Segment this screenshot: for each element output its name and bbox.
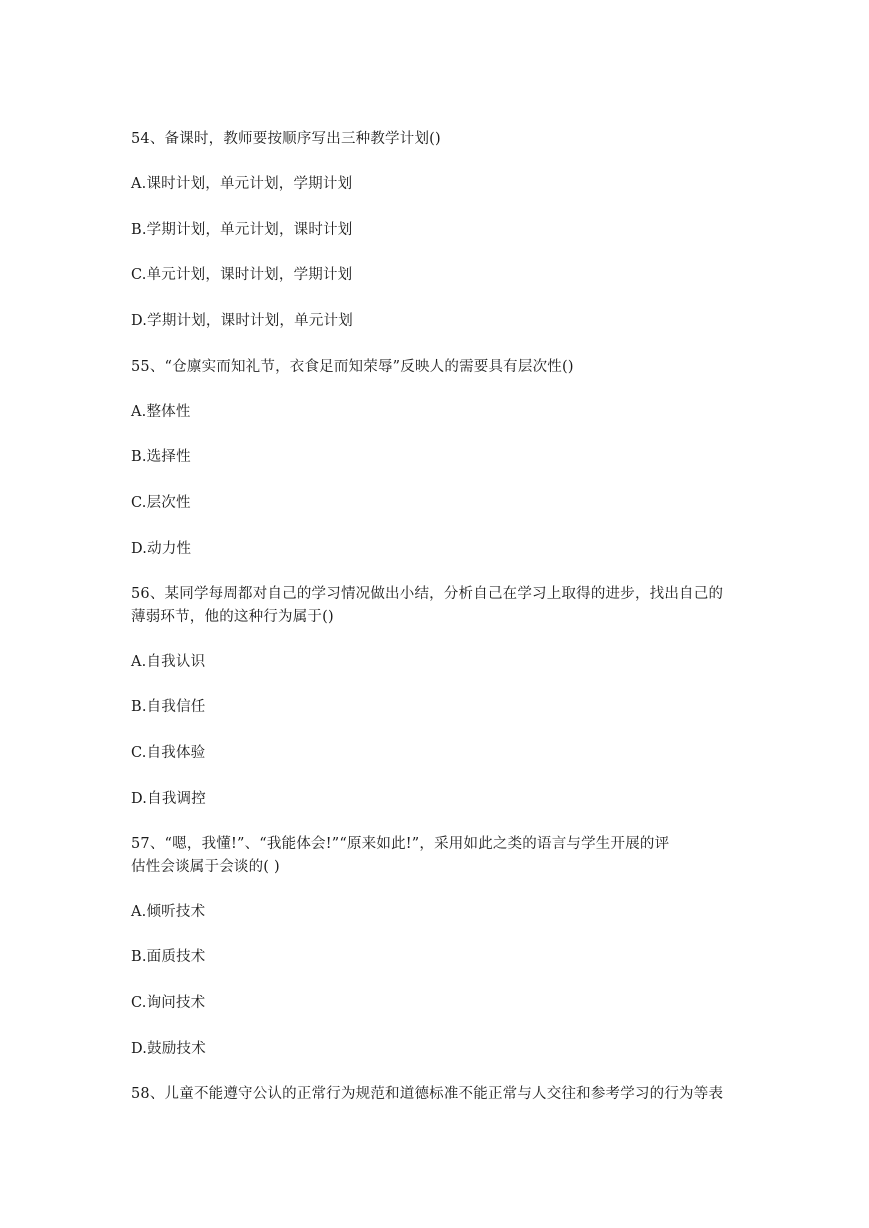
question-57-stem-line-1: 57、“嗯，我懂!”、“我能体会!”“原来如此!”，采用如此之类的语言与学生开展的评 (131, 836, 670, 852)
question-57-option-d: D.鼓励技术 (131, 1041, 206, 1057)
question-57-option-b: B.面质技术 (131, 949, 206, 965)
question-56-stem-line-2: 薄弱环节，他的这种行为属于() (131, 609, 334, 625)
question-57-option-a: A.倾听技术 (131, 904, 206, 920)
question-54-stem: 54、备课时，教师要按顺序写出三种教学计划() (131, 131, 441, 147)
question-54-option-c: C.单元计划，课时计划，学期计划 (131, 267, 353, 283)
question-55-stem: 55、“仓廪实而知礼节，衣食足而知荣辱”反映人的需要具有层次性() (131, 359, 574, 375)
question-57-option-c: C.询问技术 (131, 995, 206, 1011)
question-58-stem: 58、儿童不能遵守公认的正常行为规范和道德标准不能正常与人交往和参考学习的行为等表 (131, 1086, 724, 1102)
question-54-option-b: B.学期计划，单元计划，课时计划 (131, 222, 353, 238)
question-55-option-b: B.选择性 (131, 449, 191, 465)
question-55-option-a: A.整体性 (131, 404, 191, 420)
question-56-stem-line-1: 56、某同学每周都对自己的学习情况做出小结，分析自己在学习上取得的进步，找出自己的 (131, 586, 724, 602)
question-54-option-d: D.学期计划，课时计划，单元计划 (131, 313, 353, 329)
question-56-option-b: B.自我信任 (131, 699, 206, 715)
question-54-option-a: A.课时计划，单元计划，学期计划 (131, 176, 353, 192)
question-56-option-c: C.自我体验 (131, 745, 206, 761)
question-55-option-c: C.层次性 (131, 495, 191, 511)
question-57-stem-line-2: 估性会谈属于会谈的( ) (131, 859, 280, 875)
question-56-option-d: D.自我调控 (131, 791, 206, 807)
question-55-option-d: D.动力性 (131, 541, 192, 557)
question-56-option-a: A.自我认识 (131, 654, 206, 670)
